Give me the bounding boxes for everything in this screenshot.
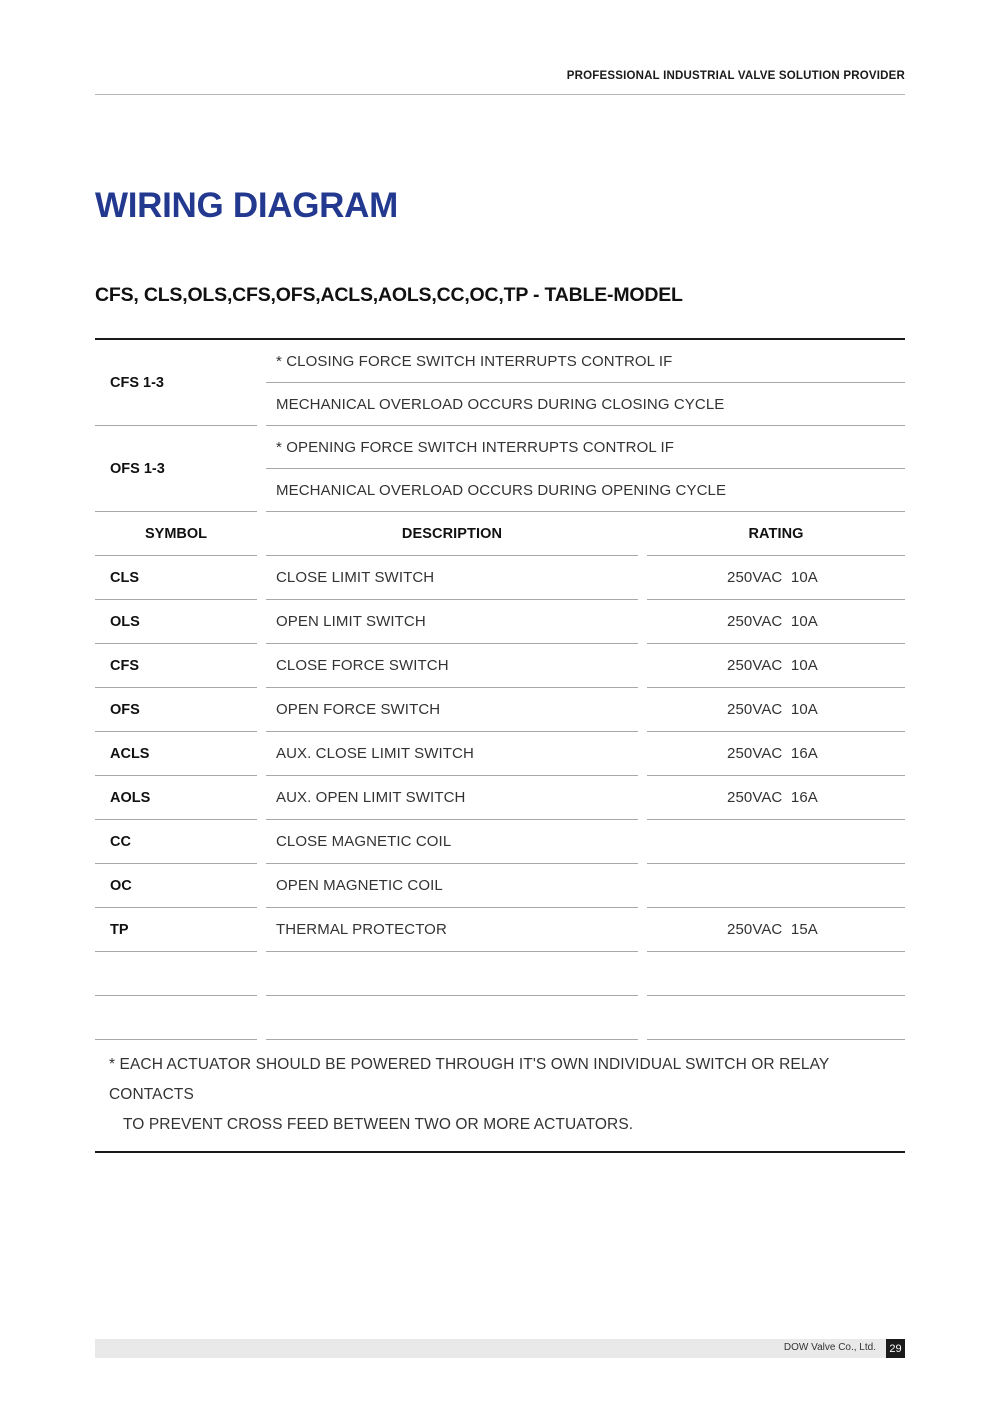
group-label: OFS 1-3 <box>95 426 257 512</box>
symbol-cell <box>95 996 257 1040</box>
group-line: * CLOSING FORCE SWITCH INTERRUPTS CONTROL IF <box>266 340 905 383</box>
description-cell: AUX. OPEN LIMIT SWITCH <box>266 776 638 820</box>
header-description: DESCRIPTION <box>266 512 638 556</box>
symbol-cell <box>95 952 257 996</box>
rating-cell: 250VAC 10A <box>727 569 818 586</box>
description-cell: AUX. CLOSE LIMIT SWITCH <box>266 732 638 776</box>
table-row <box>95 600 905 644</box>
footnote <box>95 1040 905 1151</box>
footnote-line: TO PREVENT CROSS FEED BETWEEN TWO OR MORE ACTUATORS. <box>123 1116 634 1133</box>
description-cell: THERMAL PROTECTOR <box>266 908 638 952</box>
footnote-line: * EACH ACTUATOR SHOULD BE POWERED THROUGH IT'S OWN INDIVIDUAL SWITCH OR RELAY CONTACTS <box>109 1056 830 1103</box>
symbol-cell: CFS <box>95 644 257 688</box>
page-number: 29 <box>886 1339 905 1358</box>
rating-cell: 250VAC 10A <box>727 613 818 630</box>
rating-cell: 250VAC 10A <box>727 657 818 674</box>
symbol-cell: AOLS <box>95 776 257 820</box>
group-line: MECHANICAL OVERLOAD OCCURS DURING CLOSING CYCLE <box>266 383 905 426</box>
table-row <box>95 996 905 1040</box>
symbol-cell: CC <box>95 820 257 864</box>
rating-cell: 250VAC 10A <box>727 701 818 718</box>
description-cell <box>266 952 638 996</box>
page-title: WIRING DIAGRAM <box>95 186 398 225</box>
rating-cell: 250VAC 16A <box>727 789 818 806</box>
symbol-cell: OFS <box>95 688 257 732</box>
description-cell <box>266 996 638 1040</box>
description-cell: CLOSE LIMIT SWITCH <box>266 556 638 600</box>
table-row <box>95 688 905 732</box>
header-rating: RATING <box>647 512 905 556</box>
table-row <box>95 644 905 688</box>
description-cell: OPEN LIMIT SWITCH <box>266 600 638 644</box>
table-row <box>95 556 905 600</box>
header-divider <box>95 94 905 95</box>
symbol-cell: OC <box>95 864 257 908</box>
rating-cell: 250VAC 15A <box>727 921 818 938</box>
table-row <box>95 776 905 820</box>
group-line: MECHANICAL OVERLOAD OCCURS DURING OPENING CYCLE <box>266 469 905 512</box>
symbol-cell: TP <box>95 908 257 952</box>
table-header-row <box>95 512 905 556</box>
symbol-cell: OLS <box>95 600 257 644</box>
table-row <box>95 864 905 908</box>
symbol-cell: ACLS <box>95 732 257 776</box>
header-symbol: SYMBOL <box>95 512 257 556</box>
rating-cell: 250VAC 16A <box>727 745 818 762</box>
group-cfs <box>95 340 905 426</box>
description-cell: OPEN FORCE SWITCH <box>266 688 638 732</box>
table-row <box>95 820 905 864</box>
wiring-spec-table <box>95 338 905 1153</box>
table-row <box>95 732 905 776</box>
symbol-cell: CLS <box>95 556 257 600</box>
description-cell: CLOSE FORCE SWITCH <box>266 644 638 688</box>
description-cell: OPEN MAGNETIC COIL <box>266 864 638 908</box>
table-row <box>95 952 905 996</box>
group-ofs <box>95 426 905 512</box>
table-subtitle: CFS, CLS,OLS,CFS,OFS,ACLS,AOLS,CC,OC,TP - TABLE-MODEL <box>95 284 683 306</box>
table-bottom-rule <box>95 1151 905 1153</box>
table-row <box>95 908 905 952</box>
footer-bar <box>95 1339 905 1358</box>
group-label: CFS 1-3 <box>95 340 257 426</box>
header-tagline: PROFESSIONAL INDUSTRIAL VALVE SOLUTION PROVIDER <box>566 70 905 82</box>
description-cell: CLOSE MAGNETIC COIL <box>266 820 638 864</box>
footer-company: DOW Valve Co., Ltd. <box>783 1342 876 1353</box>
group-line: * OPENING FORCE SWITCH INTERRUPTS CONTROL IF <box>266 426 905 469</box>
